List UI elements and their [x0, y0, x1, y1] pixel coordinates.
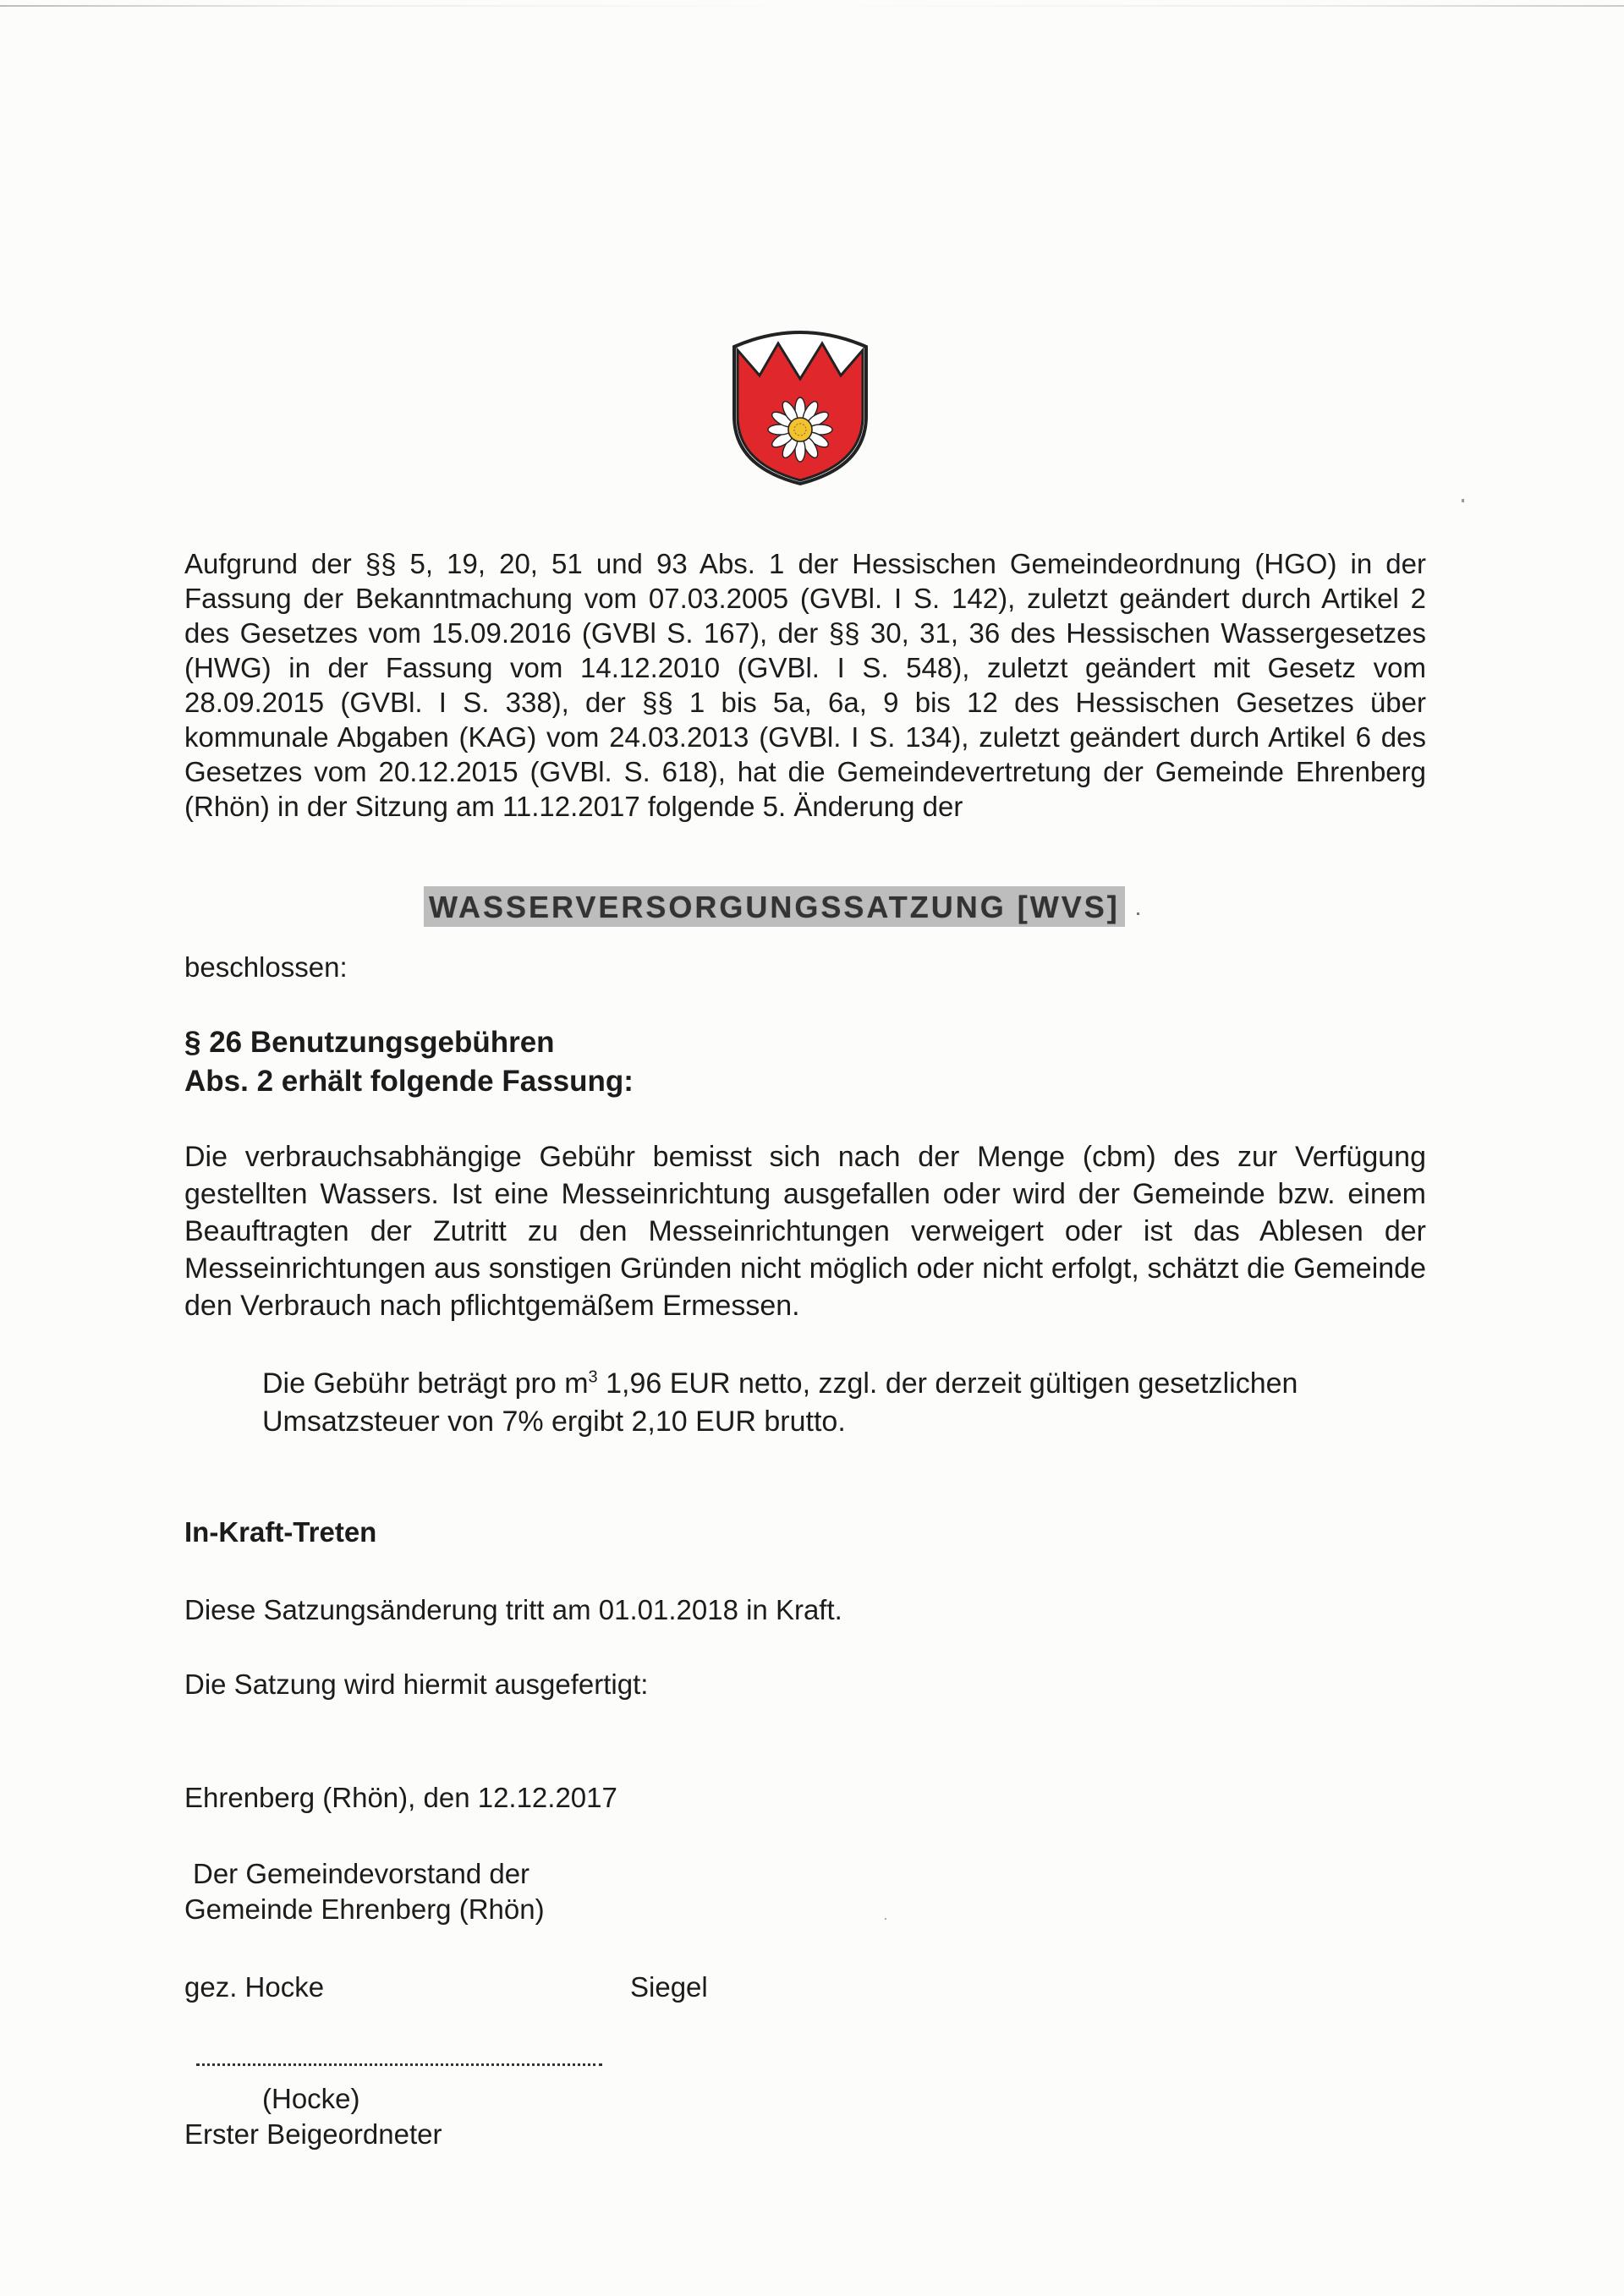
effective-text: Diese Satzungsänderung tritt am 01.01.2018 in Kraft. [184, 1594, 842, 1625]
fee-prefix: Die Gebühr beträgt pro m [262, 1367, 589, 1400]
seal-label: Siegel [630, 1971, 708, 2003]
statute-title-wrap [424, 886, 1185, 930]
fee-paragraph [262, 1365, 1426, 1441]
section-heading [184, 1023, 634, 1101]
section-title: § 26 Benutzungsgebühren [184, 1026, 555, 1059]
speck [885, 1918, 886, 1920]
place-date: Ehrenberg (Rhön), den 12.12.2017 [184, 1782, 617, 1813]
fee-superscript: 3 [588, 1367, 598, 1387]
fee-suffix: 1,96 EUR netto, zzgl. der derzeit gültigen gesetzlichen Umsatzsteuer von 7% ergibt 2,10 EUR brutto. [262, 1367, 1298, 1438]
speck [1137, 912, 1139, 915]
scan-edge-line [0, 5, 1624, 7]
resolved-label: beschlossen: [184, 951, 348, 983]
section-body-paragraph: Die verbrauchsabhängige Gebühr bemisst sich nach der Menge (cbm) des zur Verfügung gestellten Wassers. Ist eine Messeinrichtung ausgefallen oder wird der Gemeinde bzw. einem Beauftragten der Zutritt zu den Messeinrichtungen verweigert oder ist das Ablesen der Messeinrichtungen aus sonstigen Gründen nicht möglich oder nicht erfolgt, schätzt die Gemeinde den Verbrauch nach pflichtgemäßem Ermessen. [184, 1141, 1426, 1322]
board-line-2: Gemeinde Ehrenberg (Rhön) [184, 1893, 545, 1925]
statute-title: WASSERVERSORGUNGSSATZUNG [WVS] [424, 886, 1125, 927]
signatory-role: Erster Beigeordneter [184, 2118, 442, 2150]
preamble-paragraph: Aufgrund der §§ 5, 19, 20, 51 und 93 Abs. 1 der Hessischen Gemeindeordnung (HGO) in der Fassung der Bekanntmachung vom 07.03.2005 (GVBl. I S. 142), zuletzt geändert durch Artikel 2 des Gesetzes vom 15.09.2016 (GVBl S. 167), der §§ 30, 31, 36 des Hessischen Wassergesetzes (HWG) in der Fassung vom 14.12.2010 (GVBl. I S. 548), zuletzt geändert mit Gesetz vom 28.09.2015 (GVBl. I S. 338), der §§ 1 bis 5a, 6a, 9 bis 12 des Hessischen Gesetzes über kommunale Abgaben (KAG) vom 24.03.2013 (GVBl. I S. 134), zuletzt geändert durch Artikel 6 des Gesetzes vom 20.12.2015 (GVBl. S. 618), hat die Gemeindevertretung der Gemeinde Ehrenberg (Rhön) in der Sitzung am 11.12.2017 folgende 5. Änderung der [184, 548, 1426, 822]
effective-heading: In-Kraft-Treten [184, 1516, 377, 1548]
board-line-1: Der Gemeindevorstand der [193, 1858, 530, 1889]
signed-by: gez. Hocke [184, 1971, 325, 2003]
speck [1462, 499, 1464, 502]
signature-line [196, 2035, 602, 2066]
coat-of-arms-icon [729, 321, 871, 487]
execution-text: Die Satzung wird hiermit ausgefertigt: [184, 1669, 649, 1700]
section-subtitle: Abs. 2 erhält folgende Fassung: [184, 1065, 634, 1098]
signatory-name: (Hocke) [262, 2083, 360, 2114]
